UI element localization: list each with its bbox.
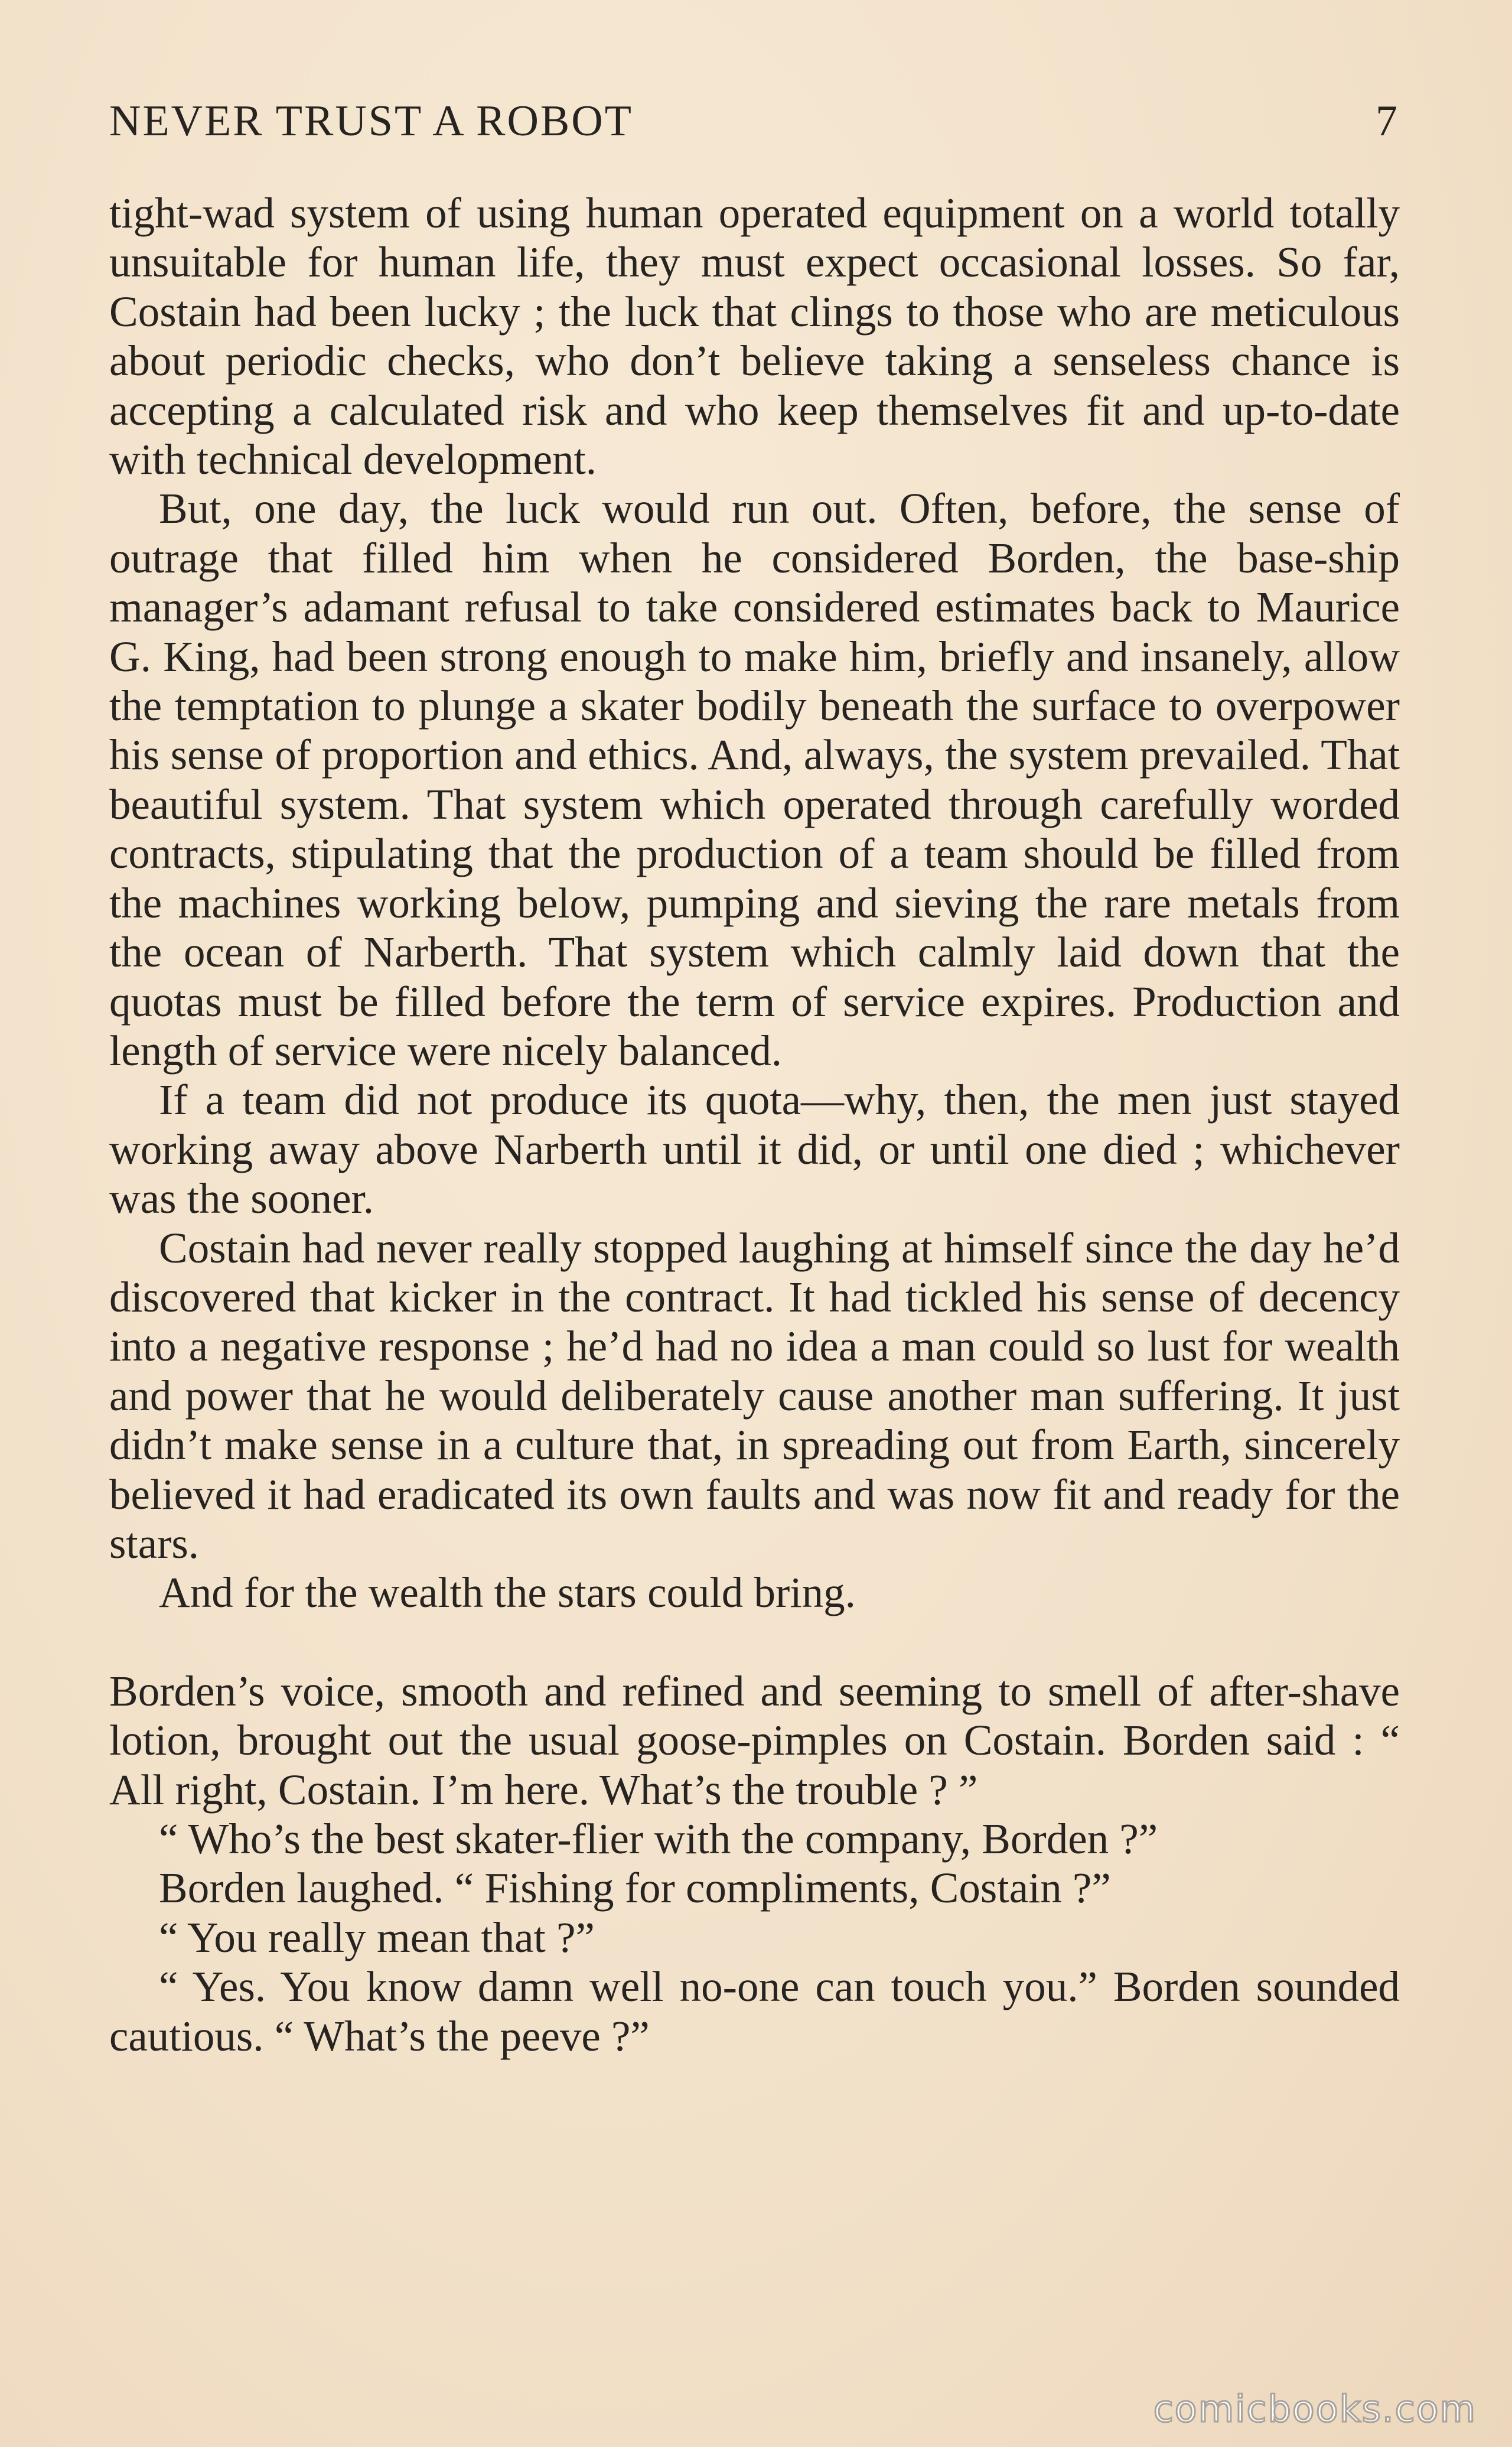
page-number: 7	[1376, 97, 1397, 145]
dialogue-line: “ You really mean that ?”	[159, 1913, 595, 1961]
running-title: NEVER TRUST A ROBOT	[109, 97, 633, 145]
body-text	[109, 188, 1400, 2061]
paragraph: But, one day, the luck would run out. Often, before, the sense of outrage that filled him when he considered Borden, the base-ship manager’s adamant refusal to take considered estimates back to Maurice G. King, had been strong enough to make him, briefly and insanely, allow the temptation to plunge a skater bodily beneath the surface to overpower his sense of proportion and ethics. And, always, the system prevailed. That beautiful system. That system which operated through carefully worded contracts, stipulating that the production of a team should be filled from the machines working below, pumping and sieving the rare metals from the ocean of Narberth. That system which calmly laid down that the quotas must be filled before the term of service expires. Production and length of service were nicely balanced.	[109, 484, 1400, 1075]
dialogue-line: “ Yes. You know damn well no-one can touch you.” Borden sounded cautious. “ What’s the peeve ?”	[109, 1963, 1400, 2060]
page-header	[109, 99, 1400, 161]
paragraph: tight-wad system of using human operated equipment on a world totally unsuitable for human life, they must expect occasional losses. So far, Costain had been lucky ; the luck that clings to those who are meticulous about periodic checks, who don’t believe taking a senseless chance is accepting a calculated risk and who keep themselves fit and up-to-date with technical development.	[109, 189, 1400, 484]
page-content	[109, 99, 1400, 2061]
dialogue-line: “ Who’s the best skater-flier with the company, Borden ?”	[159, 1815, 1158, 1863]
paragraph: And for the wealth the stars could bring.	[159, 1569, 856, 1617]
paragraph: Costain had never really stopped laughing at himself since the day he’d discovered that kicker in the contract. It had tickled his sense of decency into a negative response ; he’d had no idea a man could so lust for wealth and power that he would deliberately cause another man suffering. It just didn’t make sense in a culture that, in spreading out from Earth, sincerely believed it had eradicated its own faults and was now fit and ready for the stars.	[109, 1224, 1400, 1567]
paragraph: If a team did not produce its quota—why, then, the men just stayed working away above Narberth until it did, or until one died ; whichever was the sooner.	[109, 1076, 1400, 1223]
paragraph: Borden’s voice, smooth and refined and seeming to smell of after-shave lotion, brought out the usual goose-pimples on Costain. Borden said : “ All right, Costain. I’m here. What’s the trouble ? ”	[109, 1667, 1400, 1814]
watermark: comicbooks.com	[1153, 2387, 1477, 2430]
dialogue-line: Borden laughed. “ Fishing for compliments, Costain ?”	[159, 1864, 1111, 1912]
